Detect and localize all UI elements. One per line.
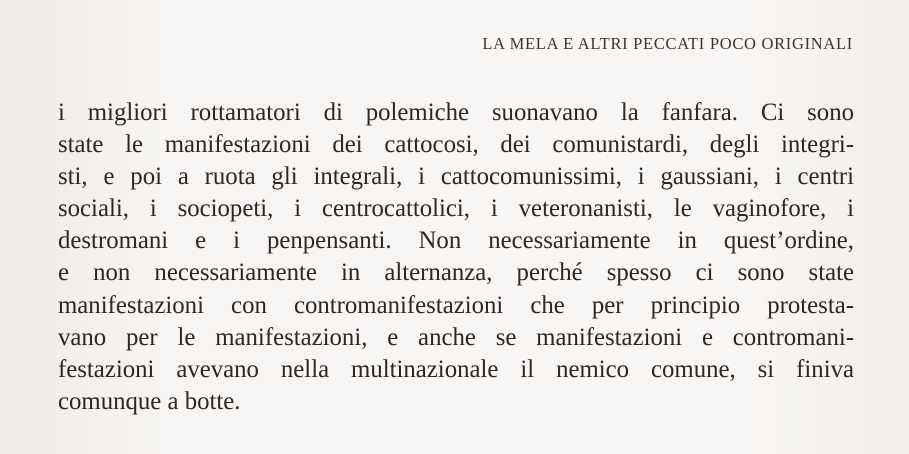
body-text (58, 97, 854, 418)
running-head: LA MELA E ALTRI PECCATI POCO ORIGINALI (482, 34, 853, 53)
text-line: vano per le manifestazioni, e anche se manifestazioni e contromani- (58, 323, 854, 351)
text-line: festazioni avevano nella multinazionale il nemico comune, si finiva (58, 355, 854, 383)
text-line: comunque a botte. (58, 387, 241, 415)
text-line: e non necessariamente in alternanza, perché spesso ci sono state (58, 259, 854, 287)
text-line: state le manifestazioni dei cattocosi, dei comunistardi, degli integri- (58, 131, 854, 159)
text-line: sociali, i sociopeti, i centrocattolici, i veteronanisti, le vaginofore, i (58, 195, 854, 223)
text-line: destromani e i penpensanti. Non necessariamente in quest’ordine, (58, 227, 854, 255)
text-line: i migliori rottamatori di polemiche suonavano la fanfara. Ci sono (58, 99, 854, 126)
text-line: sti, e poi a ruota gli integrali, i cattocomunissimi, i gaussiani, i centri (58, 163, 854, 191)
text-line: manifestazioni con contromanifestazioni che per principio protesta- (58, 291, 854, 319)
